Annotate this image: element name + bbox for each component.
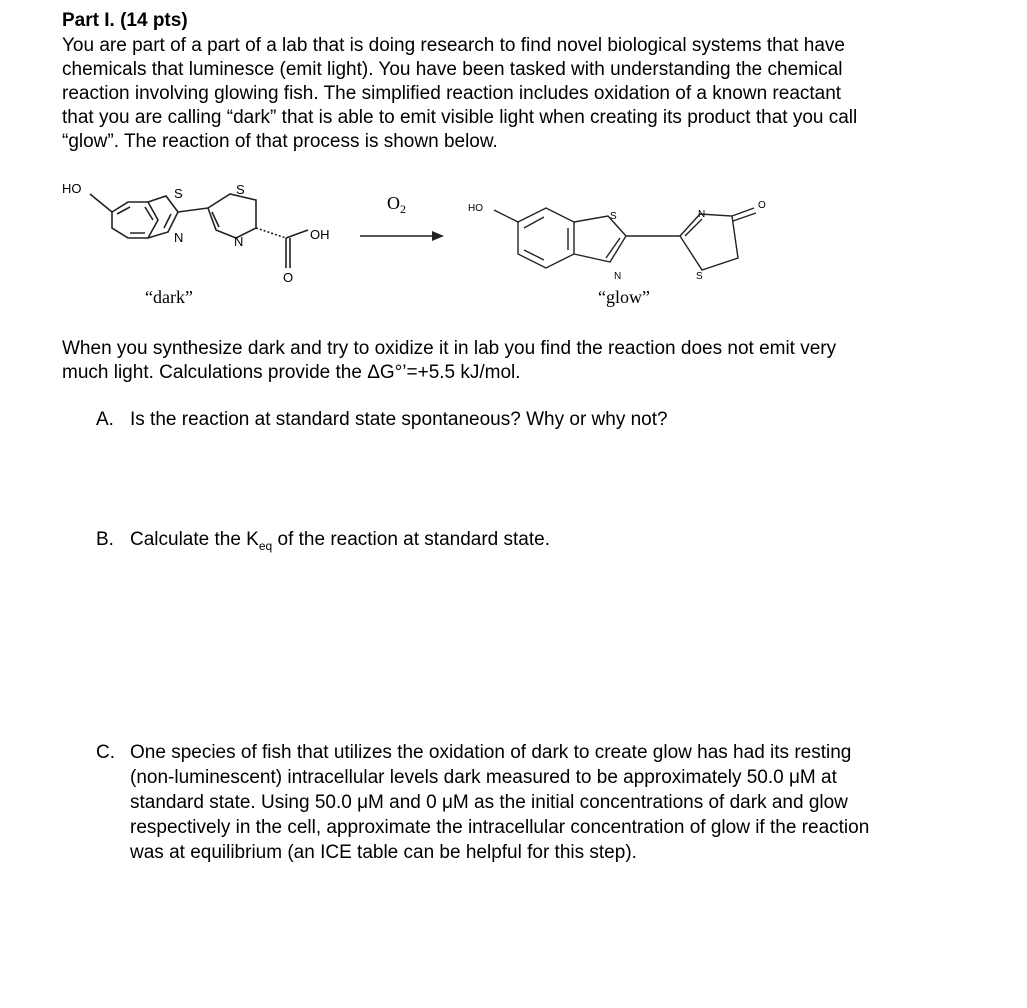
glow-atom-n2: N [698, 209, 706, 220]
question-b-text: Calculate the $K_{eq}$ of the reaction at standard state. [130, 529, 551, 553]
reaction-arrow-head [432, 231, 444, 241]
dark-atom-n2: N [234, 234, 244, 249]
question-a-text: Is the reaction at standard state spontaneous? Why or why not? [130, 409, 668, 430]
reaction-scheme [60, 172, 780, 287]
question-b [96, 527, 956, 559]
glow-atom-n: N [614, 271, 622, 282]
glow-carbonyl-bond [732, 208, 756, 221]
intro-line: You are part of a part of a lab that is doing research to find novel biological systems that have [62, 35, 845, 56]
question-c-line: (non-luminescent) intracellular levels dark measured to be approximately 50.0 μM at [130, 767, 837, 788]
dark-atom-n: N [174, 230, 184, 245]
dark-linker-bond [178, 208, 208, 212]
dark-atom-ho: HO [62, 181, 82, 196]
question-c [96, 740, 956, 865]
intro-line: that you are calling “dark” that is able to emit visible light when creating its product that you call [62, 107, 858, 128]
glow-thiazole [574, 216, 626, 262]
dark-thiazole-1-double [164, 214, 171, 228]
intro-line: reaction involving glowing fish. The simplified reaction includes oxidation of a known reactant [62, 83, 842, 104]
dark-atom-s: S [174, 186, 183, 201]
dark-oh-bond [286, 230, 308, 238]
glow-atom-s: S [610, 211, 617, 222]
reactant-label: “dark” [145, 287, 193, 307]
product-label: “glow” [598, 287, 650, 307]
dark-hashed-bond [256, 228, 286, 238]
question-c-line: standard state. Using 50.0 μM and 0 μM as the initial concentrations of dark and glow [130, 792, 848, 813]
intro-paragraph [62, 34, 962, 154]
question-b-label: B. [96, 529, 114, 550]
question-c-line: One species of fish that utilizes the oxidation of dark to create glow has had its resting [130, 742, 852, 763]
question-c-line: respectively in the cell, approximate the intracellular concentration of glow if the reaction [130, 817, 870, 838]
context-line: much light. Calculations provide the ΔG°’=+5.5 kJ/mol. [62, 362, 521, 383]
intro-line: chemicals that luminesce (emit light). You have been tasked with understanding the chemical [62, 59, 843, 80]
dark-carbonyl-bond [286, 238, 290, 268]
question-c-text [130, 740, 956, 865]
glow-thiazolone [680, 214, 738, 270]
glow-atom-ho: HO [468, 203, 483, 214]
dark-thiazoline-2 [208, 194, 256, 238]
glow-benzene-ring [518, 208, 574, 268]
dark-atom-o: O [283, 270, 294, 285]
reagent-o2: $O_2$ [387, 193, 406, 216]
dark-atom-oh: OH [310, 227, 330, 242]
glow-atom-s2: S [696, 271, 703, 282]
question-c-label: C. [96, 742, 115, 763]
context-line: When you synthesize dark and try to oxidize it in lab you find the reaction does not emit very [62, 338, 837, 359]
dark-thiazoline-double [212, 212, 219, 227]
glow-ho-bond [494, 210, 518, 222]
intro-line: “glow”. The reaction of that process is shown below. [62, 131, 498, 152]
glow-atom-o: O [758, 200, 766, 211]
dark-aromatic-bonds [117, 207, 153, 233]
dark-ho-bond [90, 194, 112, 212]
glow-aromatic-bonds [524, 217, 568, 260]
part-heading: Part I. (14 pts) [62, 10, 188, 31]
dark-atom-s2: S [236, 182, 245, 197]
question-a-label: A. [96, 409, 114, 430]
question-c-line: was at equilibrium (an ICE table can be helpful for this step). [130, 842, 637, 863]
question-a [96, 407, 956, 432]
context-paragraph [62, 337, 962, 385]
